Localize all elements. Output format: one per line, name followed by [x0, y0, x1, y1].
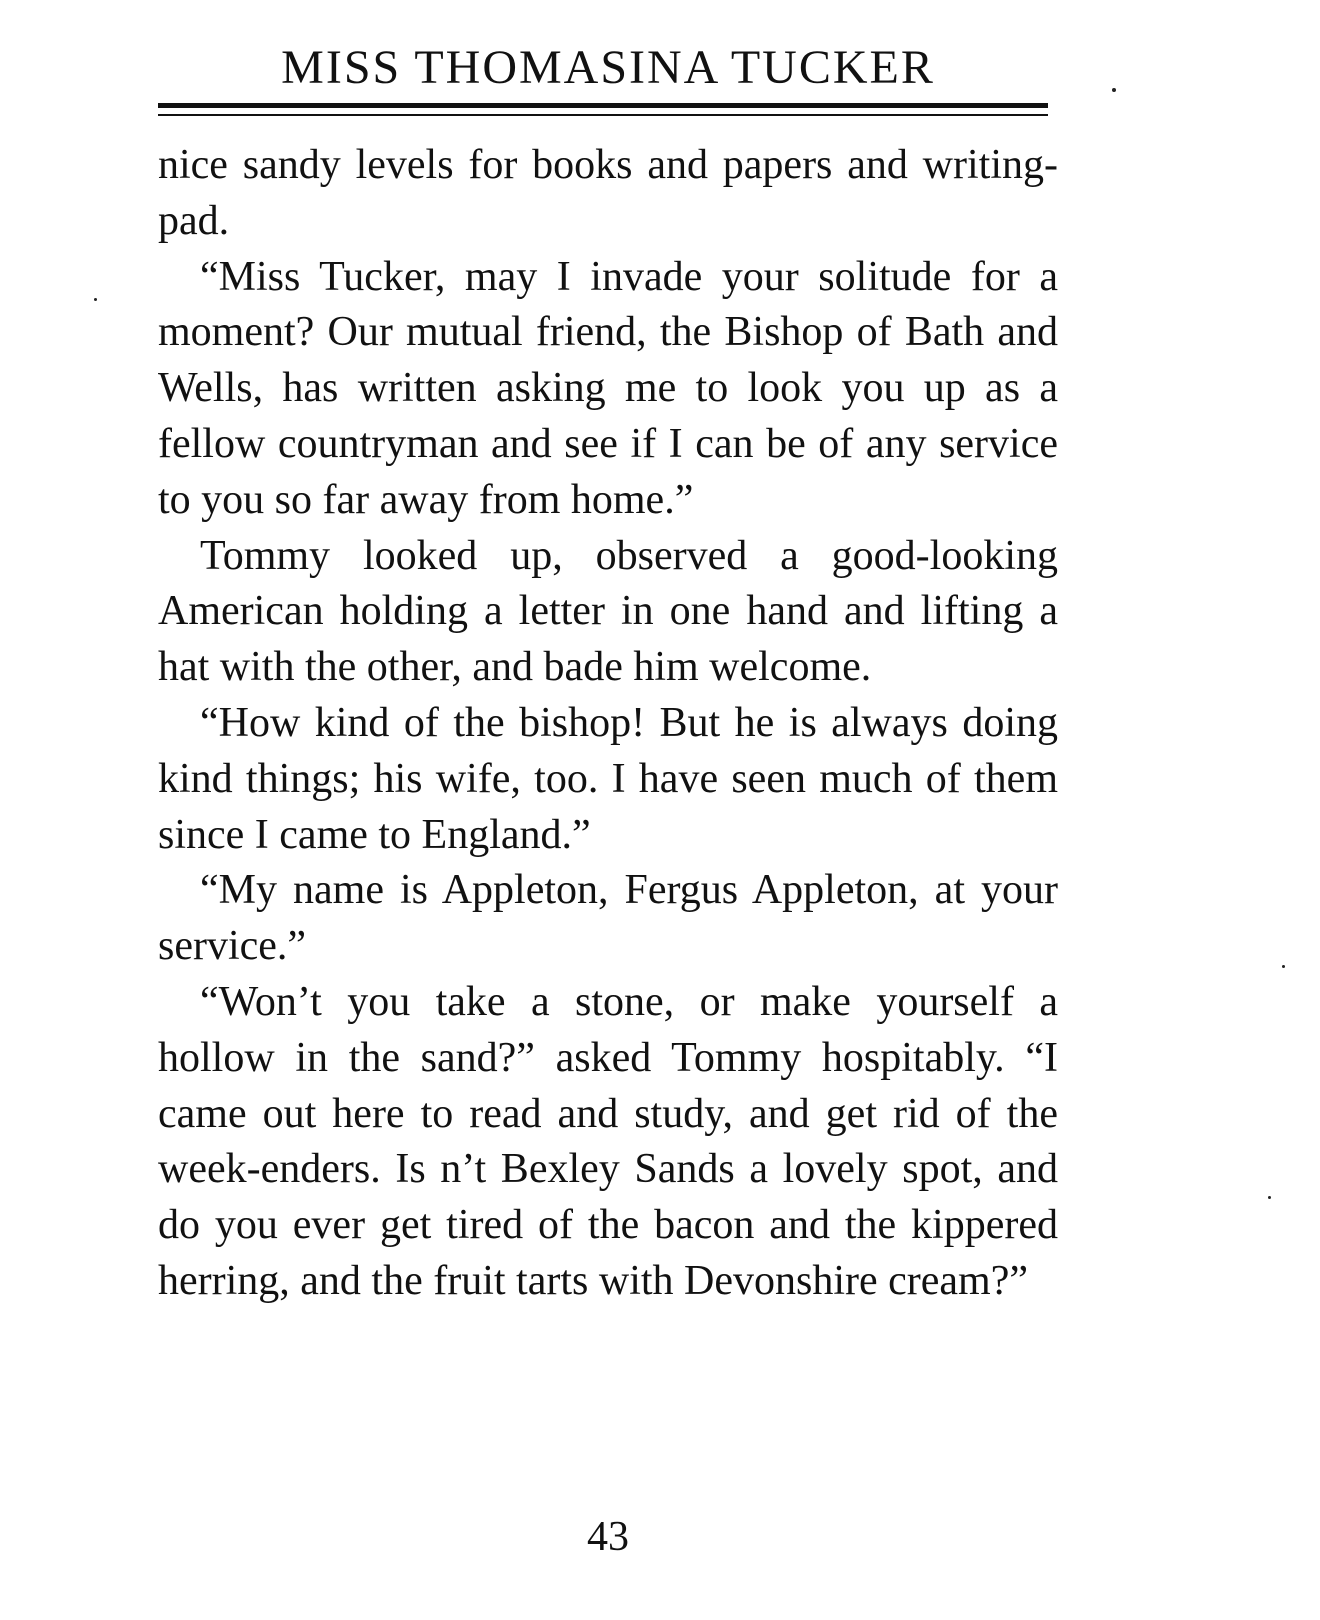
paragraph-tommy-looked-up: Tommy looked up, observed a good-looking American holding a letter in one hand and lifting a hat with the other, and bade him welcome. [158, 532, 1058, 691]
paragraph-kind-bishop: “How kind of the bishop! But he is always doing kind things; his wife, too. I have seen much of them since I came to England.” [158, 699, 1058, 858]
body-text [158, 138, 1058, 1310]
header-rule-thin [158, 114, 1048, 116]
header-rule-thick [158, 103, 1048, 108]
paragraph-continuation: nice sandy levels for books and papers and writing-pad. [158, 142, 1058, 244]
paragraph-tommy-hospitality: “Won’t you take a stone, or make yourself a hollow in the sand?” asked Tommy hospitably. “I came out here to read and study, and get rid of the week-enders. Is n’t Bexley Sands a lovely spot, and do you ever get tired of the bacon and the kippered herring, and the fruit tarts with Devonshire cream?” [158, 978, 1058, 1304]
page-number: 43 [587, 1514, 629, 1560]
scan-speck [94, 298, 97, 301]
scan-speck [1112, 88, 1116, 92]
scan-speck [1268, 1196, 1271, 1199]
running-title: MISS THOMASINA TUCKER [281, 41, 935, 94]
scan-speck [1282, 965, 1285, 968]
paragraph-appleton-name: “My name is Appleton, Fergus Appleton, at your service.” [158, 867, 1058, 970]
paragraph-appleton-greeting: “Miss Tucker, may I invade your solitude for a moment? Our mutual friend, the Bishop of Bath and Wells, has written asking me to look you up as a fellow countryman and see if I can be of any service to you so far away from home.” [158, 253, 1058, 523]
